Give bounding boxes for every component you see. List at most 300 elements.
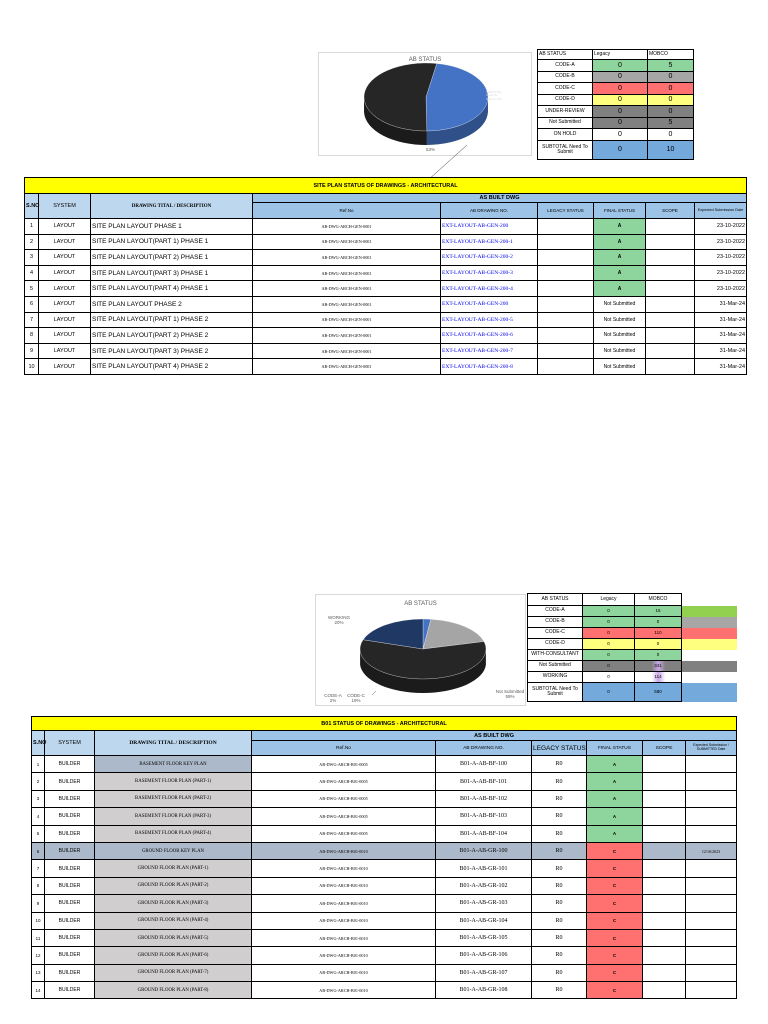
row-date: 23-10-2022 [695, 234, 747, 250]
status-1-row [538, 71, 694, 83]
status-2-mobco: 15 [635, 606, 682, 617]
row-system: BUILDER [45, 773, 95, 790]
row-scope [646, 312, 695, 328]
status-2-color-swatch [682, 661, 737, 672]
status-1-row [538, 140, 694, 159]
ab-status-chart-2 [315, 594, 526, 706]
col-sno: S.NO [25, 194, 39, 219]
row-legacy: R0 [532, 912, 587, 929]
table-row [32, 912, 737, 929]
row-legacy [538, 312, 594, 328]
row-sno: 2 [25, 234, 39, 250]
row-scope [646, 250, 695, 266]
chart-1-pct-label: 53% [426, 147, 436, 152]
row-scope [643, 773, 686, 790]
row-date: 31-Mar-24 [695, 343, 747, 359]
row-final: C [587, 964, 643, 981]
row-legacy [538, 219, 594, 235]
row-system: LAYOUT [39, 281, 91, 297]
row-final: A [587, 773, 643, 790]
row-system: BUILDER [45, 842, 95, 859]
row-ref: AB-DWG-ARCH-GEN-0001 [253, 312, 441, 328]
row-desc: GROUND FLOOR PLAN (PART-7) [95, 964, 252, 981]
chart-2-ns-label: Not Submitted 59% [495, 689, 525, 700]
row-desc: SITE PLAN LAYOUT(PART 3) PHASE 1 [91, 265, 253, 281]
status-2-row [528, 683, 682, 702]
row-final: Not Submitted [594, 359, 646, 375]
row-system: BUILDER [45, 912, 95, 929]
table-row [32, 808, 737, 825]
row-desc: GROUND FLOOR PLAN (PART-6) [95, 947, 252, 964]
row-dwg: B01-A-AB-GR-107 [436, 964, 532, 981]
row-scope [646, 359, 695, 375]
row-dwg: B01-A-AB-GR-108 [436, 982, 532, 999]
row-scope [646, 234, 695, 250]
row-dwg-link[interactable]: EXT-LAYOUT-AB-GEN-200-4 [441, 281, 538, 297]
status-2-legacy: 0 [583, 672, 635, 683]
row-scope [643, 895, 686, 912]
table-row [32, 825, 737, 842]
chart-1-mini-label: SUBTOTAL Need To Submit 47% [486, 90, 503, 101]
row-sno: 10 [25, 359, 39, 375]
row-system: LAYOUT [39, 250, 91, 266]
ab-status-chart-1 [318, 52, 532, 156]
row-ref: AB-DWG-ARCH-B01-0010 [252, 842, 436, 859]
col-legacy: LEGACY STATUS [538, 203, 594, 219]
site-plan-table [24, 177, 747, 375]
status-2-legacy: 0 [583, 683, 635, 702]
row-legacy: R0 [532, 756, 587, 773]
b01-col-legacy: LEGACY STATUS [532, 741, 587, 756]
row-ref: AB-DWG-ARCH-GEN-0001 [253, 281, 441, 297]
row-legacy: R0 [532, 860, 587, 877]
row-final: Not Submitted [594, 312, 646, 328]
table-row [25, 328, 747, 344]
row-scope [643, 947, 686, 964]
row-system: LAYOUT [39, 328, 91, 344]
row-desc: GROUND FLOOR PLAN (PART-2) [95, 877, 252, 894]
b01-col-scope: SCOPE [643, 741, 686, 756]
chart-2-working-label: WORKING 20% [328, 615, 350, 626]
status-1-mobco: 0 [648, 71, 694, 83]
table-row [25, 359, 747, 375]
row-legacy: R0 [532, 947, 587, 964]
col-date: Expected Submission Date [695, 203, 747, 219]
status-1-legacy: 0 [593, 106, 648, 118]
as-built-header: AS BUILT DWG [253, 194, 747, 203]
row-date [686, 790, 737, 807]
b01-col-sno: S.NO [32, 731, 45, 756]
status-1-legacy: 0 [593, 140, 648, 159]
row-system: BUILDER [45, 982, 95, 999]
row-sno: 4 [25, 265, 39, 281]
row-ref: AB-DWG-ARCH-GEN-0001 [253, 359, 441, 375]
row-scope [646, 296, 695, 312]
row-dwg: B01-A-AB-BF-101 [436, 773, 532, 790]
row-system: LAYOUT [39, 234, 91, 250]
row-date [686, 877, 737, 894]
row-final: A [594, 281, 646, 297]
b01-col-ref: Ref.No [252, 741, 436, 756]
table-row [25, 250, 747, 266]
row-legacy: R0 [532, 842, 587, 859]
b01-col-final: FINAL STATUS [587, 741, 643, 756]
row-sno: 5 [32, 825, 45, 842]
row-desc: BASEMENT FLOOR KEY PLAN [95, 756, 252, 773]
status-2-color-swatch [682, 639, 737, 650]
row-date [686, 929, 737, 946]
row-dwg-link[interactable]: EXT-LAYOUT-AB-GEN-200-3 [441, 265, 538, 281]
status-1-legacy: 0 [593, 71, 648, 83]
status-2-row [528, 606, 682, 617]
row-scope [643, 756, 686, 773]
status-1-label: CODE-A [538, 60, 593, 72]
row-scope [646, 219, 695, 235]
row-scope [646, 265, 695, 281]
row-dwg-link[interactable]: EXT-LAYOUT-AB-GEN-200-7 [441, 343, 538, 359]
row-legacy [538, 359, 594, 375]
row-system: BUILDER [45, 790, 95, 807]
table-row [32, 982, 737, 999]
status-table-2-side-colors [682, 606, 737, 702]
row-scope [646, 328, 695, 344]
table-row [25, 265, 747, 281]
row-sno: 1 [25, 219, 39, 235]
row-date: 31-Mar-24 [695, 359, 747, 375]
row-system: BUILDER [45, 964, 95, 981]
row-sno: 5 [25, 281, 39, 297]
status-2-label: SUBTOTAL Need To Submit [528, 683, 583, 702]
row-ref: AB-DWG-ARCH-GEN-0001 [253, 343, 441, 359]
b01-title: B01 STATUS OF DRAWINGS - ARCHITECTURAL [32, 717, 737, 731]
row-legacy: R0 [532, 808, 587, 825]
row-date [686, 912, 737, 929]
status-2-mobco: 341 [635, 661, 682, 672]
status-1-mobco: 0 [648, 129, 694, 141]
row-desc: GROUND FLOOR PLAN (PART-8) [95, 982, 252, 999]
row-scope [643, 808, 686, 825]
status-1-label: CODE-C [538, 83, 593, 95]
row-dwg: B01-A-AB-BF-103 [436, 808, 532, 825]
row-system: BUILDER [45, 947, 95, 964]
site-plan-title: SITE PLAN STATUS OF DRAWINGS - ARCHITECTURAL [25, 178, 747, 194]
row-final: C [587, 947, 643, 964]
chart-2-title: AB STATUS [404, 601, 437, 607]
row-dwg-link[interactable]: EXT-LAYOUT-AB-GEN-200 [441, 296, 538, 312]
status-2-mobco: 0 [635, 639, 682, 650]
row-ref: AB-DWG-ARCH-GEN-0001 [253, 265, 441, 281]
row-desc: SITE PLAN LAYOUT(PART 1) PHASE 1 [91, 234, 253, 250]
row-scope [643, 825, 686, 842]
row-dwg-link[interactable]: EXT-LAYOUT-AB-GEN-200-1 [441, 234, 538, 250]
row-sno: 3 [25, 250, 39, 266]
row-legacy [538, 281, 594, 297]
row-scope [643, 790, 686, 807]
table-row [32, 895, 737, 912]
row-ref: AB-DWG-ARCH-B01-0010 [252, 982, 436, 999]
status-2-label: CODE-A [528, 606, 583, 617]
chart-2-codec-label: CODE-C 19% [347, 693, 365, 704]
row-final: C [587, 895, 643, 912]
row-legacy [538, 328, 594, 344]
row-sno: 7 [25, 312, 39, 328]
row-date [686, 964, 737, 981]
row-desc: SITE PLAN LAYOUT(PART 3) PHASE 2 [91, 343, 253, 359]
row-legacy: R0 [532, 982, 587, 999]
status-2-row [528, 672, 682, 683]
row-ref: AB-DWG-ARCH-B01-0005 [252, 773, 436, 790]
row-system: BUILDER [45, 825, 95, 842]
status-1-legacy: 0 [593, 83, 648, 95]
b01-col-desc: DRAWING TITAL / DESCRIPTION [95, 731, 252, 756]
row-sno: 9 [32, 895, 45, 912]
row-legacy: R0 [532, 877, 587, 894]
b01-col-date: Expected Submission / SUBMITTED Date [686, 741, 737, 756]
row-sno: 2 [32, 773, 45, 790]
row-legacy: R0 [532, 964, 587, 981]
row-system: BUILDER [45, 860, 95, 877]
status-2-label: Not Submitted [528, 661, 583, 672]
row-dwg-link[interactable]: EXT-LAYOUT-AB-GEN-200-5 [441, 312, 538, 328]
row-sno: 4 [32, 808, 45, 825]
row-final: C [587, 877, 643, 894]
status-2-color-swatch [682, 617, 737, 628]
row-final: Not Submitted [594, 343, 646, 359]
row-desc: BASEMENT FLOOR PLAN (PART-4) [95, 825, 252, 842]
row-date: 23-10-2022 [695, 281, 747, 297]
row-scope [643, 929, 686, 946]
row-system: BUILDER [45, 929, 95, 946]
table-row [32, 947, 737, 964]
row-final: C [587, 842, 643, 859]
row-ref: AB-DWG-ARCH-B01-0010 [252, 877, 436, 894]
row-desc: SITE PLAN LAYOUT(PART 4) PHASE 2 [91, 359, 253, 375]
row-dwg: B01-A-AB-GR-103 [436, 895, 532, 912]
row-dwg: B01-A-AB-GR-105 [436, 929, 532, 946]
status-2-row [528, 661, 682, 672]
row-desc: SITE PLAN LAYOUT PHASE 1 [91, 219, 253, 235]
row-sno: 8 [25, 328, 39, 344]
row-sno: 11 [32, 929, 45, 946]
row-date [686, 947, 737, 964]
row-system: LAYOUT [39, 343, 91, 359]
row-desc: BASEMENT FLOOR PLAN (PART-2) [95, 790, 252, 807]
row-scope [643, 964, 686, 981]
row-system: BUILDER [45, 808, 95, 825]
status-2-mobco: 580 [635, 683, 682, 702]
status-2-label: WITH-CONSULTANT [528, 650, 583, 661]
row-date [686, 895, 737, 912]
row-sno: 12 [32, 947, 45, 964]
row-sno: 13 [32, 964, 45, 981]
status-1-mobco: 5 [648, 60, 694, 72]
row-desc: GROUND FLOOR PLAN (PART-3) [95, 895, 252, 912]
row-scope [643, 982, 686, 999]
row-dwg: B01-A-AB-GR-101 [436, 860, 532, 877]
table-row [25, 296, 747, 312]
row-sno: 6 [32, 842, 45, 859]
b01-col-dwg: AB DRAWING NO. [436, 741, 532, 756]
row-ref: AB-DWG-ARCH-GEN-0001 [253, 234, 441, 250]
col-desc: DRAWING TITAL / DESCRIPTION [91, 194, 253, 219]
row-final: C [587, 929, 643, 946]
row-ref: AB-DWG-ARCH-B01-0010 [252, 912, 436, 929]
table-row [32, 790, 737, 807]
status-2-header: Legacy [583, 594, 635, 606]
row-ref: AB-DWG-ARCH-GEN-0001 [253, 296, 441, 312]
row-legacy: R0 [532, 773, 587, 790]
status-2-legacy: 0 [583, 661, 635, 672]
status-1-mobco: 0 [648, 106, 694, 118]
row-ref: AB-DWG-ARCH-GEN-0001 [253, 328, 441, 344]
col-final: FINAL STATUS [594, 203, 646, 219]
status-2-color-swatch [682, 672, 737, 683]
status-1-mobco: 10 [648, 140, 694, 159]
row-date: 23-10-2022 [695, 219, 747, 235]
status-2-color-swatch [682, 683, 737, 702]
row-date: 23-10-2022 [695, 250, 747, 266]
row-sno: 10 [32, 912, 45, 929]
table-row [32, 773, 737, 790]
row-final: A [587, 825, 643, 842]
row-sno: 3 [32, 790, 45, 807]
row-system: BUILDER [45, 895, 95, 912]
status-2-color-swatch [682, 628, 737, 639]
status-2-mobco: 0 [635, 650, 682, 661]
status-2-row [528, 650, 682, 661]
row-ref: AB-DWG-ARCH-B01-0005 [252, 825, 436, 842]
row-scope [646, 281, 695, 297]
status-2-label: CODE-C [528, 628, 583, 639]
row-sno: 1 [32, 756, 45, 773]
row-ref: AB-DWG-ARCH-B01-0010 [252, 929, 436, 946]
row-date [686, 808, 737, 825]
row-date [686, 825, 737, 842]
status-1-header: MOBCO [648, 50, 694, 60]
status-2-label: CODE-B [528, 617, 583, 628]
row-ref: AB-DWG-ARCH-GEN-0001 [253, 250, 441, 266]
row-legacy [538, 250, 594, 266]
row-scope [643, 860, 686, 877]
status-table-1 [537, 49, 694, 160]
row-date: 23-10-2022 [695, 265, 747, 281]
row-sno: 9 [25, 343, 39, 359]
row-dwg: B01-A-AB-GR-104 [436, 912, 532, 929]
status-1-mobco: 0 [648, 94, 694, 106]
row-scope [646, 343, 695, 359]
status-1-label: ON HOLD [538, 129, 593, 141]
table-row [32, 842, 737, 859]
row-final: A [594, 250, 646, 266]
b01-col-system: SYSTEM [45, 731, 95, 756]
row-legacy [538, 234, 594, 250]
status-2-row [528, 617, 682, 628]
status-2-mobco: 110 [635, 628, 682, 639]
status-1-legacy: 0 [593, 60, 648, 72]
status-1-label: CODE-B [538, 71, 593, 83]
row-dwg-link[interactable]: EXT-LAYOUT-AB-GEN-200-8 [441, 359, 538, 375]
status-2-header: MOBCO [635, 594, 682, 606]
status-1-row [538, 60, 694, 72]
row-final: A [594, 265, 646, 281]
status-2-color-swatch [682, 650, 737, 661]
status-1-row [538, 94, 694, 106]
row-final: A [587, 808, 643, 825]
row-dwg: B01-A-AB-GR-106 [436, 947, 532, 964]
row-dwg: B01-A-AB-BF-104 [436, 825, 532, 842]
row-dwg-link[interactable]: EXT-LAYOUT-AB-GEN-200 [441, 219, 538, 235]
row-system: BUILDER [45, 756, 95, 773]
row-sno: 6 [25, 296, 39, 312]
status-1-row [538, 83, 694, 95]
row-final: A [587, 756, 643, 773]
status-1-mobco: 0 [648, 83, 694, 95]
row-date [686, 982, 737, 999]
status-2-mobco: 114 [635, 672, 682, 683]
status-2-color-swatch [682, 606, 737, 617]
col-dwg: AB DRAWING NO. [441, 203, 538, 219]
row-ref: AB-DWG-ARCH-B01-0010 [252, 964, 436, 981]
row-date: 12/16/2023 [686, 842, 737, 859]
table-row [25, 281, 747, 297]
row-legacy: R0 [532, 929, 587, 946]
row-desc: SITE PLAN LAYOUT(PART 4) PHASE 1 [91, 281, 253, 297]
status-1-header: Legacy [593, 50, 648, 60]
row-dwg-link[interactable]: EXT-LAYOUT-AB-GEN-200-2 [441, 250, 538, 266]
status-1-legacy: 0 [593, 129, 648, 141]
row-desc: SITE PLAN LAYOUT(PART 2) PHASE 2 [91, 328, 253, 344]
row-desc: BASEMENT FLOOR PLAN (PART-3) [95, 808, 252, 825]
row-legacy: R0 [532, 790, 587, 807]
table-row [32, 929, 737, 946]
b01-table [31, 716, 737, 999]
status-2-label: CODE-D [528, 639, 583, 650]
status-2-legacy: 0 [583, 639, 635, 650]
row-scope [643, 877, 686, 894]
row-date [686, 773, 737, 790]
row-system: LAYOUT [39, 312, 91, 328]
row-dwg-link[interactable]: EXT-LAYOUT-AB-GEN-200-6 [441, 328, 538, 344]
table-row [32, 877, 737, 894]
row-ref: AB-DWG-ARCH-B01-0010 [252, 860, 436, 877]
table-row [25, 219, 747, 235]
row-ref: AB-DWG-ARCH-B01-0005 [252, 756, 436, 773]
status-1-label: UNDER-REVIEW [538, 106, 593, 118]
chart-1-title: AB STATUS [408, 57, 442, 63]
table-row [25, 234, 747, 250]
row-date: 31-Mar-24 [695, 296, 747, 312]
row-final: A [587, 790, 643, 807]
row-final: C [587, 912, 643, 929]
status-2-header: AB STATUS [528, 594, 583, 606]
row-system: LAYOUT [39, 265, 91, 281]
row-date: 31-Mar-24 [695, 312, 747, 328]
chart-1-pie [319, 53, 533, 157]
row-desc: SITE PLAN LAYOUT PHASE 2 [91, 296, 253, 312]
row-dwg: B01-A-AB-GR-102 [436, 877, 532, 894]
row-final: A [594, 234, 646, 250]
row-ref: AB-DWG-ARCH-B01-0005 [252, 808, 436, 825]
status-2-legacy: 0 [583, 628, 635, 639]
status-1-header: AB STATUS [538, 50, 593, 60]
col-ref: Ref.No [253, 203, 441, 219]
status-2-mobco: 0 [635, 617, 682, 628]
row-final: C [587, 982, 643, 999]
row-dwg: B01-A-AB-GR-100 [436, 842, 532, 859]
status-table-2 [527, 593, 682, 702]
row-ref: AB-DWG-ARCH-B01-0010 [252, 947, 436, 964]
row-ref: AB-DWG-ARCH-GEN-0001 [253, 219, 441, 235]
